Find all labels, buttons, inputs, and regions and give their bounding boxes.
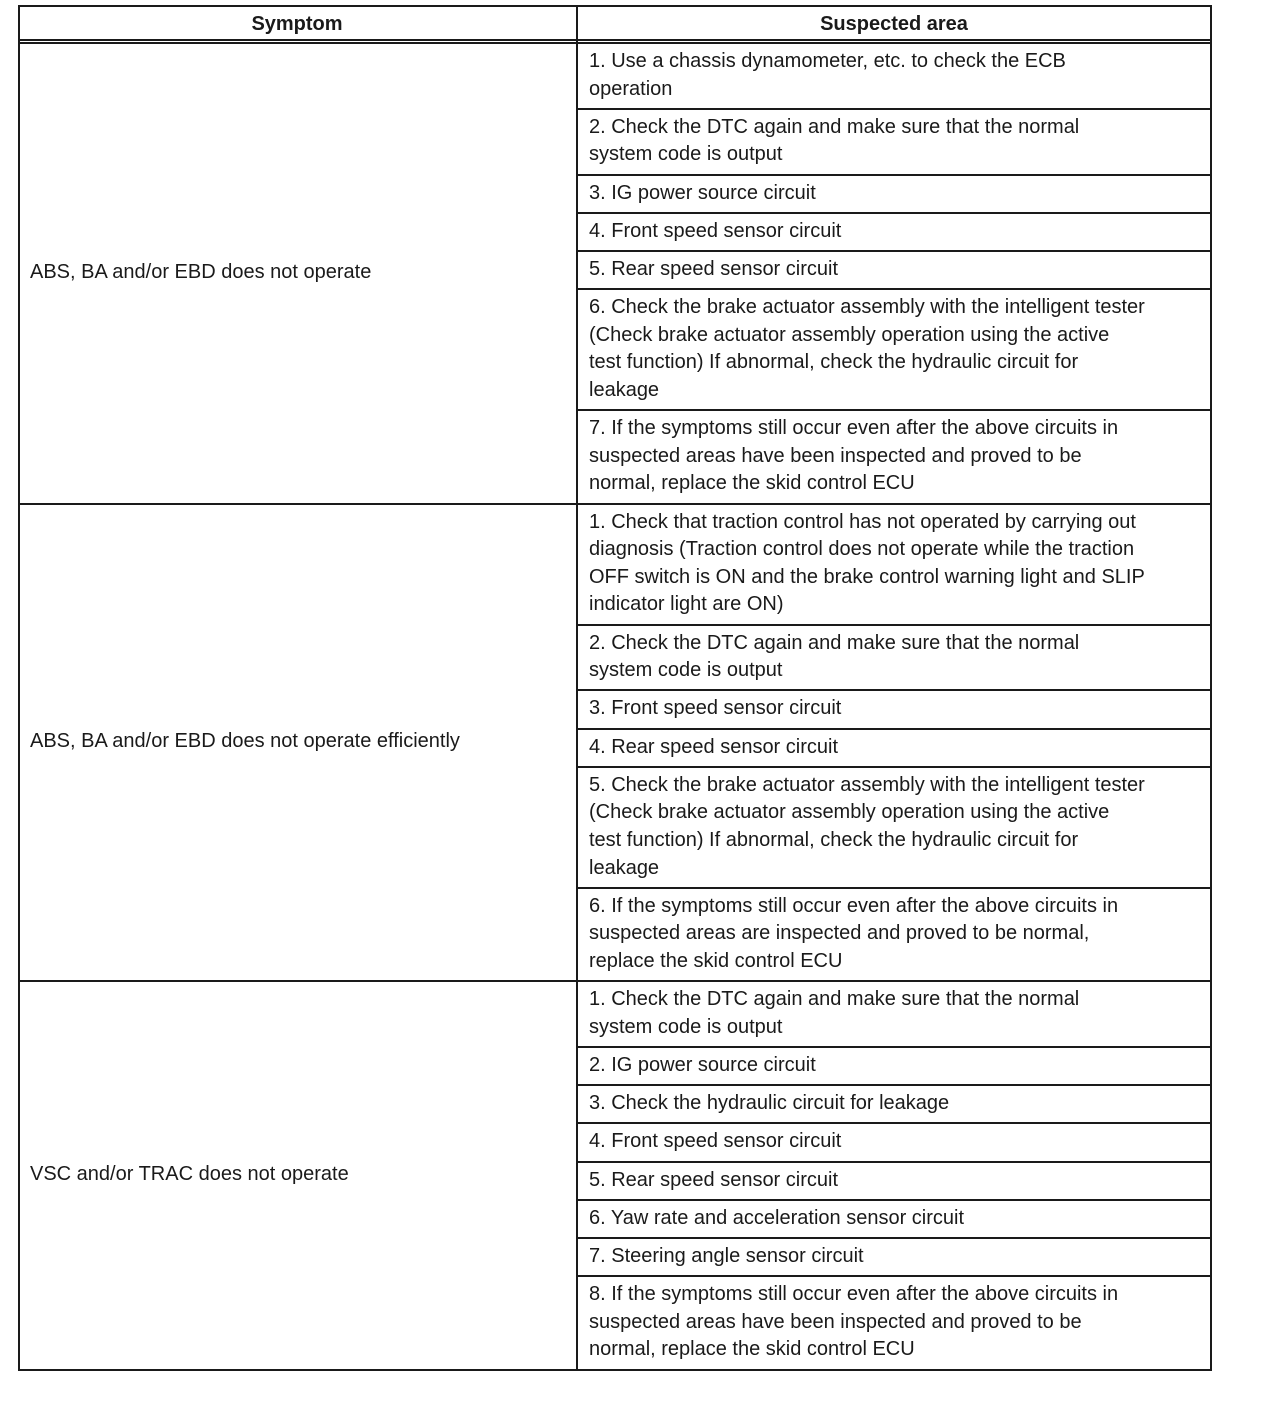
suspected-area-line: suspected areas are inspected and proved to be normal, [589, 922, 1090, 945]
row-divider [578, 887, 1212, 889]
row-divider [578, 689, 1212, 691]
column-divider [576, 5, 578, 1370]
suspected-area-line: 3. IG power source circuit [589, 181, 816, 204]
suspected-area-line: (Check brake actuator assembly operation using the active [589, 323, 1110, 346]
suspected-area-line: diagnosis (Traction control does not operate while the traction [589, 538, 1135, 561]
row-divider [578, 624, 1212, 626]
suspected-area-line: suspected areas have been inspected and proved to be [589, 444, 1082, 467]
row-divider [578, 1275, 1212, 1277]
suspected-area-line: 6. Check the brake actuator assembly with the intelligent tester [589, 296, 1145, 319]
suspected-area-line: 7. If the symptoms still occur even after the above circuits in [589, 417, 1119, 440]
symptom-cell: ABS, BA and/or EBD does not operate efficiently [30, 730, 460, 753]
row-divider [578, 212, 1212, 214]
row-divider [578, 766, 1212, 768]
suspected-area-line: 6. If the symptoms still occur even after the above circuits in [589, 894, 1119, 917]
suspected-area-line: system code is output [589, 143, 783, 166]
row-divider [578, 174, 1212, 176]
suspected-area-line: system code is output [589, 1015, 783, 1038]
header-rule [18, 39, 1212, 41]
suspected-area-line: 4. Front speed sensor circuit [589, 1130, 842, 1153]
suspected-area-line: 7. Steering angle sensor circuit [589, 1245, 864, 1267]
group-divider [18, 503, 1212, 505]
suspected-area-line: (Check brake actuator assembly operation using the active [589, 801, 1110, 824]
suspected-area-line: test function) If abnormal, check the hydraulic circuit for [589, 351, 1079, 374]
header-symptom: Symptom [251, 12, 343, 35]
row-divider [578, 1199, 1212, 1201]
row-divider [578, 1084, 1212, 1086]
suspected-area-line: 3. Check the hydraulic circuit for leakage [589, 1092, 950, 1115]
suspected-area-line: 5. Rear speed sensor circuit [589, 258, 839, 280]
suspected-area-line: 4. Rear speed sensor circuit [589, 735, 839, 758]
suspected-area-line: leakage [589, 379, 660, 401]
table-top-border [18, 5, 1212, 7]
suspected-area-line: 2. IG power source circuit [589, 1054, 816, 1076]
table-left-border [18, 5, 20, 1370]
suspected-area-line: 8. If the symptoms still occur even after the above circuits in [589, 1283, 1119, 1306]
suspected-area-line: 5. Check the brake actuator assembly with the intelligent tester [589, 773, 1145, 796]
row-divider [578, 288, 1212, 290]
row-divider [578, 1237, 1212, 1239]
suspected-area-line: test function) If abnormal, check the hydraulic circuit for [589, 829, 1079, 851]
row-divider [578, 108, 1212, 110]
suspected-area-line: normal, replace the skid control ECU [589, 472, 915, 495]
suspected-area-line: 1. Use a chassis dynamometer, etc. to check the ECB [589, 50, 1066, 72]
row-divider [578, 1122, 1212, 1124]
suspected-area-line: 2. Check the DTC again and make sure that the normal [589, 115, 1080, 138]
header-suspected-area: Suspected area [820, 12, 968, 35]
group-divider [18, 1369, 1212, 1371]
table-right-border [1210, 5, 1212, 1370]
symptom-cell: ABS, BA and/or EBD does not operate [30, 261, 372, 284]
header-double-rule [18, 42, 1212, 44]
row-divider [578, 1161, 1212, 1163]
diagnosis-table [18, 5, 1212, 1390]
row-divider [578, 728, 1212, 730]
suspected-area-line: 4. Front speed sensor circuit [589, 219, 842, 242]
row-divider [578, 250, 1212, 252]
suspected-area-line: 2. Check the DTC again and make sure that the normal [589, 631, 1080, 654]
group-divider [18, 980, 1212, 982]
row-divider [578, 1046, 1212, 1048]
suspected-area-line: leakage [589, 856, 660, 879]
suspected-area-line: 3. Front speed sensor circuit [589, 697, 842, 720]
suspected-area-line: suspected areas have been inspected and proved to be [589, 1310, 1082, 1333]
suspected-area-line: system code is output [589, 659, 783, 682]
suspected-area-line: 1. Check that traction control has not operated by carrying out [589, 510, 1136, 533]
suspected-area-line: replace the skid control ECU [589, 950, 843, 972]
suspected-area-line: operation [589, 77, 673, 100]
symptom-cell: VSC and/or TRAC does not operate [30, 1163, 349, 1186]
suspected-area-line: 1. Check the DTC again and make sure that the normal [589, 988, 1080, 1011]
row-divider [578, 409, 1212, 411]
suspected-area-line: indicator light are ON) [589, 593, 784, 616]
suspected-area-line: OFF switch is ON and the brake control warning light and SLIP [589, 565, 1145, 588]
suspected-area-line: 6. Yaw rate and acceleration sensor circuit [589, 1206, 965, 1229]
suspected-area-line: normal, replace the skid control ECU [589, 1338, 915, 1361]
suspected-area-line: 5. Rear speed sensor circuit [589, 1168, 839, 1191]
